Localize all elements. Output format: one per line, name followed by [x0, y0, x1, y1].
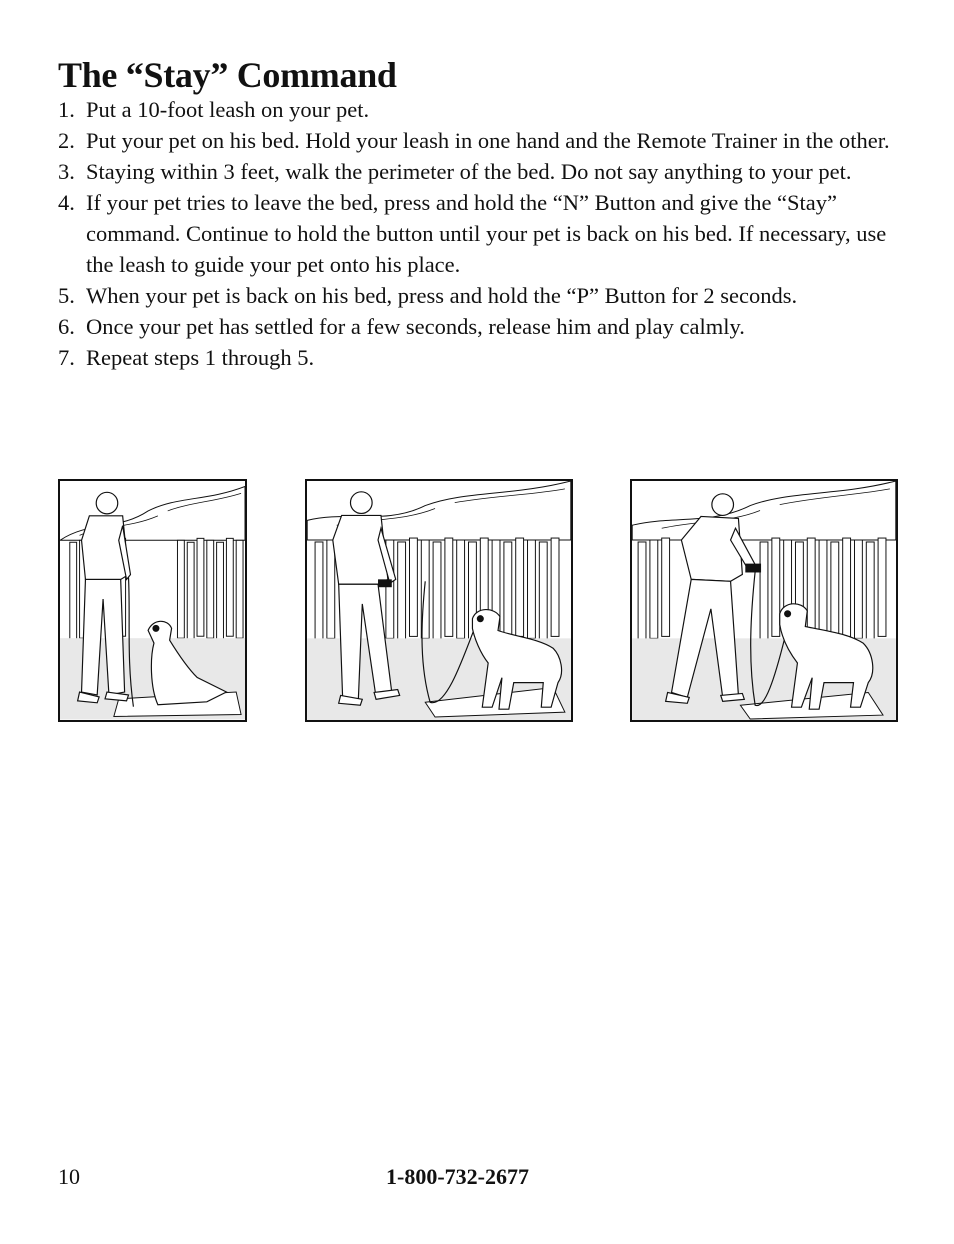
illustration-man-walking-dog [307, 481, 571, 720]
step-number: 3. [58, 159, 75, 184]
step-number: 7. [58, 345, 75, 370]
step-text: Staying within 3 feet, walk the perimeter of the bed. Do not say anything to your pet. [86, 159, 852, 184]
page-number: 10 [58, 1164, 80, 1189]
step-item [58, 280, 908, 311]
step-text: If your pet tries to leave the bed, press and hold the “N” Button and give the “Stay” command. Continue to hold the button until your pet is back on his bed. If necessary, use the leash to guide your pet onto his place. [86, 190, 887, 277]
steps-list [58, 94, 908, 373]
step-text: Repeat steps 1 through 5. [86, 345, 315, 370]
illustration-panel-1 [58, 479, 247, 722]
step-number: 2. [58, 128, 75, 153]
step-number: 5. [58, 283, 75, 308]
step-item [58, 156, 908, 187]
illustration-panel-2 [305, 479, 573, 722]
step-item [58, 342, 908, 373]
step-number: 4. [58, 190, 75, 215]
step-text: Once your pet has settled for a few seconds, release him and play calmly. [86, 314, 745, 339]
step-item [58, 311, 908, 342]
phone-number: 1-800-732-2677 [386, 1164, 529, 1189]
illustration-man-with-sitting-dog [60, 481, 245, 720]
step-number: 6. [58, 314, 75, 339]
step-item [58, 125, 908, 156]
illustration-panel-3 [630, 479, 898, 722]
page-title: The “Stay” Command [58, 55, 397, 95]
step-text: When your pet is back on his bed, press and hold the “P” Button for 2 seconds. [86, 283, 798, 308]
illustration-man-with-remote-and-dog [632, 481, 896, 720]
step-item [58, 187, 908, 280]
step-text: Put your pet on his bed. Hold your leash in one hand and the Remote Trainer in the other. [86, 128, 890, 153]
step-item [58, 94, 908, 125]
step-text: Put a 10-foot leash on your pet. [86, 97, 370, 122]
step-number: 1. [58, 97, 75, 122]
